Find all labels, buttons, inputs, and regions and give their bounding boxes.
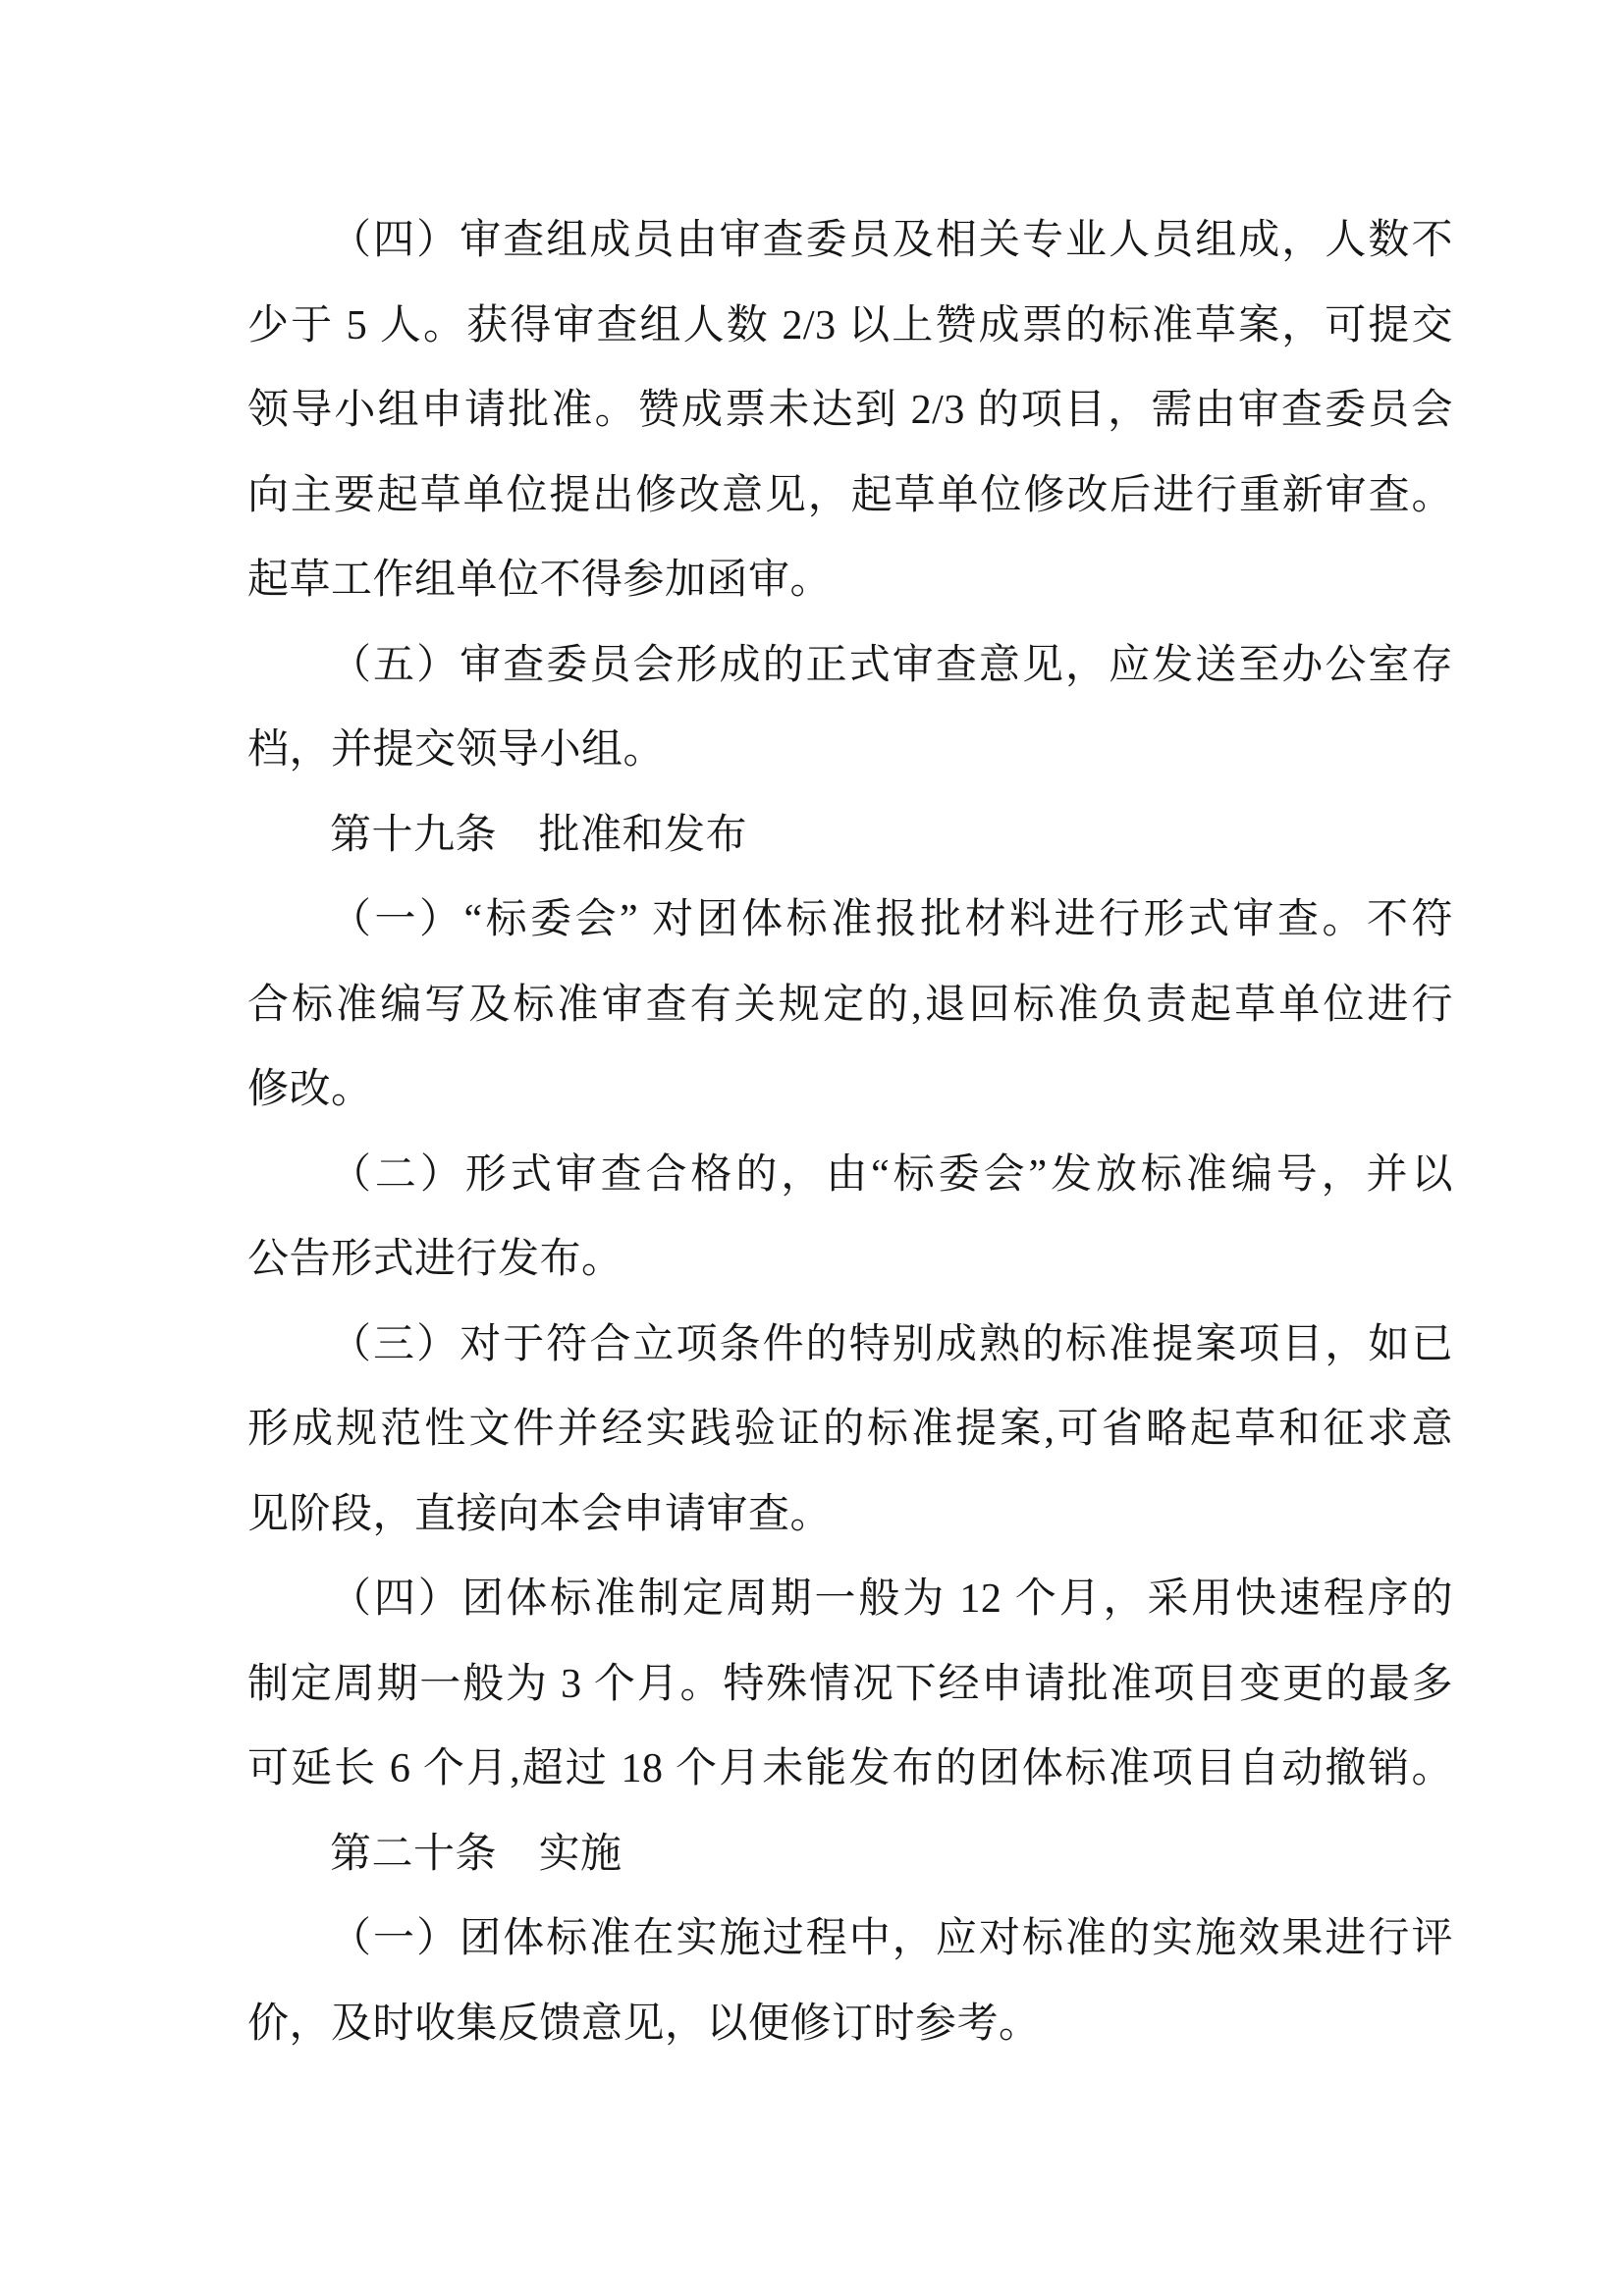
- document-body: [247, 198, 1453, 2066]
- text-line: 合标准编写及标准审查有关规定的,退回标准负责起草单位进行: [247, 982, 1453, 1028]
- text-line: （五）审查委员会形成的正式审查意见，应发送至办公室存: [330, 642, 1453, 688]
- text-line: 形成规范性文件并经实践验证的标准提案,可省略起草和征求意: [247, 1407, 1453, 1452]
- text-line: 制定周期一般为 3 个月。特殊情况下经申请批准项目变更的最多: [247, 1661, 1453, 1707]
- text-line: 领导小组申请批准。赞成票未达到 2/3 的项目，需由审查委员会: [247, 388, 1453, 433]
- text-line: 档，并提交领导小组。: [247, 727, 666, 773]
- text-line: （四）审查组成员由审查委员及相关专业人员组成，人数不: [330, 218, 1453, 263]
- text-line: 起草工作组单位不得参加函审。: [247, 558, 833, 603]
- text-line: 价，及时收集反馈意见，以便修订时参考。: [247, 2001, 1041, 2047]
- text-line: 见阶段，直接向本会申请审查。: [247, 1491, 833, 1537]
- text-line: （一）团体标准在实施过程中，应对标准的实施效果进行评: [330, 1916, 1453, 1961]
- text-line: 公告形式进行发布。: [247, 1237, 623, 1282]
- text-line: 修改。: [247, 1067, 373, 1112]
- text-line: （二）形式审查合格的，由“标委会”发放标准编号，并以: [330, 1151, 1453, 1198]
- text-line: 向主要起草单位提出修改意见，起草单位修改后进行重新审查。: [247, 472, 1453, 518]
- text-line: （四）团体标准制定周期一般为 12 个月，采用快速程序的: [330, 1576, 1453, 1622]
- text-line: 第二十条 实施: [330, 1831, 623, 1877]
- text-line: 第十九条 批准和发布: [330, 812, 748, 858]
- text-line: （一）“标委会” 对团体标准报批材料进行形式审查。不符: [330, 897, 1453, 942]
- text-line: 少于 5 人。获得审查组人数 2/3 以上赞成票的标准草案，可提交: [247, 302, 1453, 348]
- text-line: 可延长 6 个月,超过 18 个月未能发布的团体标准项目自动撤销。: [247, 1746, 1453, 1791]
- text-line: （三）对于符合立项条件的特别成熟的标准提案项目，如已: [330, 1321, 1453, 1367]
